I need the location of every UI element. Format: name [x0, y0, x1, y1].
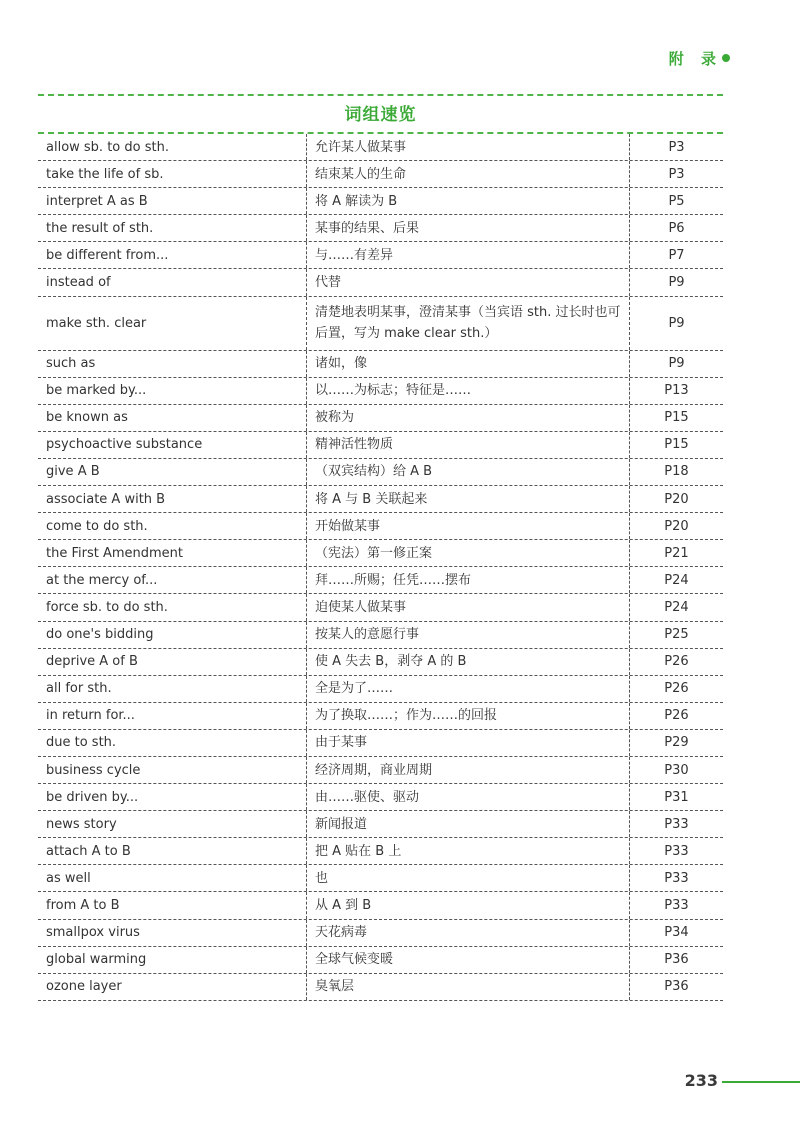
table-row: [38, 892, 723, 919]
phrase-chinese: 经济周期，商业周期: [306, 757, 629, 783]
section-dot-icon: [722, 54, 730, 62]
phrase-chinese: 诸如，像: [306, 351, 629, 377]
phrase-chinese: 精神活性物质: [306, 432, 629, 458]
phrase-english: in return for...: [46, 708, 135, 724]
table-row: [38, 567, 723, 594]
phrase-page-ref: P33: [629, 865, 723, 891]
table-row: [38, 703, 723, 730]
phrase-page-ref: P9: [629, 269, 723, 295]
phrase-page-ref: P15: [629, 432, 723, 458]
phrase-page-ref: P3: [629, 161, 723, 187]
phrase-english: come to do sth.: [46, 518, 148, 534]
phrase-english: all for sth.: [46, 681, 112, 697]
phrase-chinese: 代替: [306, 269, 629, 295]
phrase-english: do one's bidding: [46, 627, 154, 643]
phrase-page-ref: P3: [629, 134, 723, 160]
phrase-english: take the life of sb.: [46, 166, 164, 182]
phrase-page-ref: P26: [629, 676, 723, 702]
table-row: [38, 649, 723, 676]
table-row: [38, 784, 723, 811]
phrase-page-ref: P33: [629, 892, 723, 918]
table-row: [38, 215, 723, 242]
table-row: [38, 622, 723, 649]
phrase-chinese: 清楚地表明某事，澄清某事（当宾语 sth. 过长时也可后置，写为 make clear sth.）: [306, 297, 629, 350]
phrase-english: instead of: [46, 275, 111, 291]
phrase-english: be known as: [46, 410, 128, 426]
table-row: [38, 378, 723, 405]
phrase-page-ref: P5: [629, 188, 723, 214]
phrase-english: such as: [46, 356, 96, 372]
phrase-page-ref: P29: [629, 730, 723, 756]
page-title: 词组速览: [344, 105, 417, 125]
phrase-page-ref: P18: [629, 459, 723, 485]
phrase-chinese: （宪法）第一修正案: [306, 540, 629, 566]
phrase-english: attach A to B: [46, 843, 131, 859]
table-row: [38, 730, 723, 757]
phrase-page-ref: P31: [629, 784, 723, 810]
phrase-page-ref: P15: [629, 405, 723, 431]
phrase-chinese: 开始做某事: [306, 513, 629, 539]
phrase-page-ref: P20: [629, 513, 723, 539]
phrase-page-ref: P33: [629, 811, 723, 837]
phrase-chinese: 也: [306, 865, 629, 891]
table-row: [38, 134, 723, 161]
table-row: [38, 757, 723, 784]
phrase-table: [38, 132, 723, 1001]
phrase-english: due to sth.: [46, 735, 117, 751]
phrase-page-ref: P26: [629, 703, 723, 729]
phrase-page-ref: P26: [629, 649, 723, 675]
table-row: [38, 920, 723, 947]
phrase-chinese: 全球气候变暖: [306, 947, 629, 973]
phrase-chinese: 臭氧层: [306, 974, 629, 1000]
phrase-chinese: 结束某人的生命: [306, 161, 629, 187]
phrase-english: news story: [46, 816, 117, 832]
table-row: [38, 540, 723, 567]
phrase-page-ref: P36: [629, 947, 723, 973]
phrase-english: smallpox virus: [46, 925, 140, 941]
phrase-english: give A B: [46, 464, 100, 480]
phrase-page-ref: P30: [629, 757, 723, 783]
page-number-rule: [722, 1081, 800, 1083]
phrase-page-ref: P24: [629, 567, 723, 593]
phrase-english: business cycle: [46, 762, 141, 778]
phrase-chinese: 天花病毒: [306, 920, 629, 946]
phrase-chinese: 使 A 失去 B，剥夺 A 的 B: [306, 649, 629, 675]
table-row: [38, 459, 723, 486]
phrase-page-ref: P9: [629, 297, 723, 350]
phrase-english: associate A with B: [46, 491, 166, 507]
phrase-english: psychoactive substance: [46, 437, 203, 453]
table-row: [38, 486, 723, 513]
table-row: [38, 242, 723, 269]
table-row: [38, 297, 723, 351]
phrase-chinese: 将 A 与 B 关联起来: [306, 486, 629, 512]
table-row: [38, 513, 723, 540]
phrase-chinese: 由于某事: [306, 730, 629, 756]
table-row: [38, 947, 723, 974]
phrase-chinese: 拜……所赐；任凭……摆布: [306, 567, 629, 593]
phrase-page-ref: P20: [629, 486, 723, 512]
phrase-page-ref: P7: [629, 242, 723, 268]
phrase-english: the result of sth.: [46, 220, 154, 236]
phrase-english: global warming: [46, 952, 147, 968]
phrase-english: force sb. to do sth.: [46, 599, 168, 615]
phrase-chinese: 允许某人做某事: [306, 134, 629, 160]
phrase-english: deprive A of B: [46, 654, 138, 670]
phrase-chinese: 从 A 到 B: [306, 892, 629, 918]
phrase-chinese: 迫使某人做某事: [306, 594, 629, 620]
table-row: [38, 865, 723, 892]
phrase-english: ozone layer: [46, 979, 122, 995]
phrase-chinese: 以……为标志；特征是……: [306, 378, 629, 404]
phrase-chinese: 新闻报道: [306, 811, 629, 837]
table-row: [38, 405, 723, 432]
page-number: 233: [684, 1071, 718, 1090]
phrase-page-ref: P13: [629, 378, 723, 404]
phrase-page-ref: P24: [629, 594, 723, 620]
phrase-english: interpret A as B: [46, 193, 148, 209]
phrase-english: be driven by...: [46, 789, 139, 805]
phrase-english: be different from...: [46, 247, 169, 263]
table-row: [38, 974, 723, 1001]
phrase-chinese: 某事的结果、后果: [306, 215, 629, 241]
phrase-chinese: 由……驱使、驱动: [306, 784, 629, 810]
phrase-chinese: 全是为了……: [306, 676, 629, 702]
table-row: [38, 161, 723, 188]
table-row: [38, 351, 723, 378]
phrase-chinese: 与……有差异: [306, 242, 629, 268]
phrase-page-ref: P21: [629, 540, 723, 566]
phrase-page-ref: P34: [629, 920, 723, 946]
table-row: [38, 811, 723, 838]
phrase-english: allow sb. to do sth.: [46, 139, 169, 155]
table-row: [38, 432, 723, 459]
phrase-chinese: （双宾结构）给 A B: [306, 459, 629, 485]
phrase-page-ref: P33: [629, 838, 723, 864]
phrase-english: be marked by...: [46, 383, 147, 399]
phrase-chinese: 为了换取……；作为……的回报: [306, 703, 629, 729]
phrase-page-ref: P9: [629, 351, 723, 377]
phrase-page-ref: P6: [629, 215, 723, 241]
phrase-english: at the mercy of...: [46, 572, 158, 588]
phrase-page-ref: P36: [629, 974, 723, 1000]
phrase-english: from A to B: [46, 897, 120, 913]
phrase-english: the First Amendment: [46, 545, 184, 561]
phrase-chinese: 将 A 解读为 B: [306, 188, 629, 214]
phrase-page-ref: P25: [629, 622, 723, 648]
table-row: [38, 676, 723, 703]
phrase-english: as well: [46, 870, 91, 886]
top-divider: [38, 94, 723, 96]
table-row: [38, 188, 723, 215]
table-row: [38, 269, 723, 296]
phrase-chinese: 被称为: [306, 405, 629, 431]
phrase-chinese: 把 A 贴在 B 上: [306, 838, 629, 864]
section-label: 附 录: [668, 50, 722, 68]
phrase-chinese: 按某人的意愿行事: [306, 622, 629, 648]
table-row: [38, 594, 723, 621]
phrase-english: make sth. clear: [46, 315, 147, 331]
table-row: [38, 838, 723, 865]
